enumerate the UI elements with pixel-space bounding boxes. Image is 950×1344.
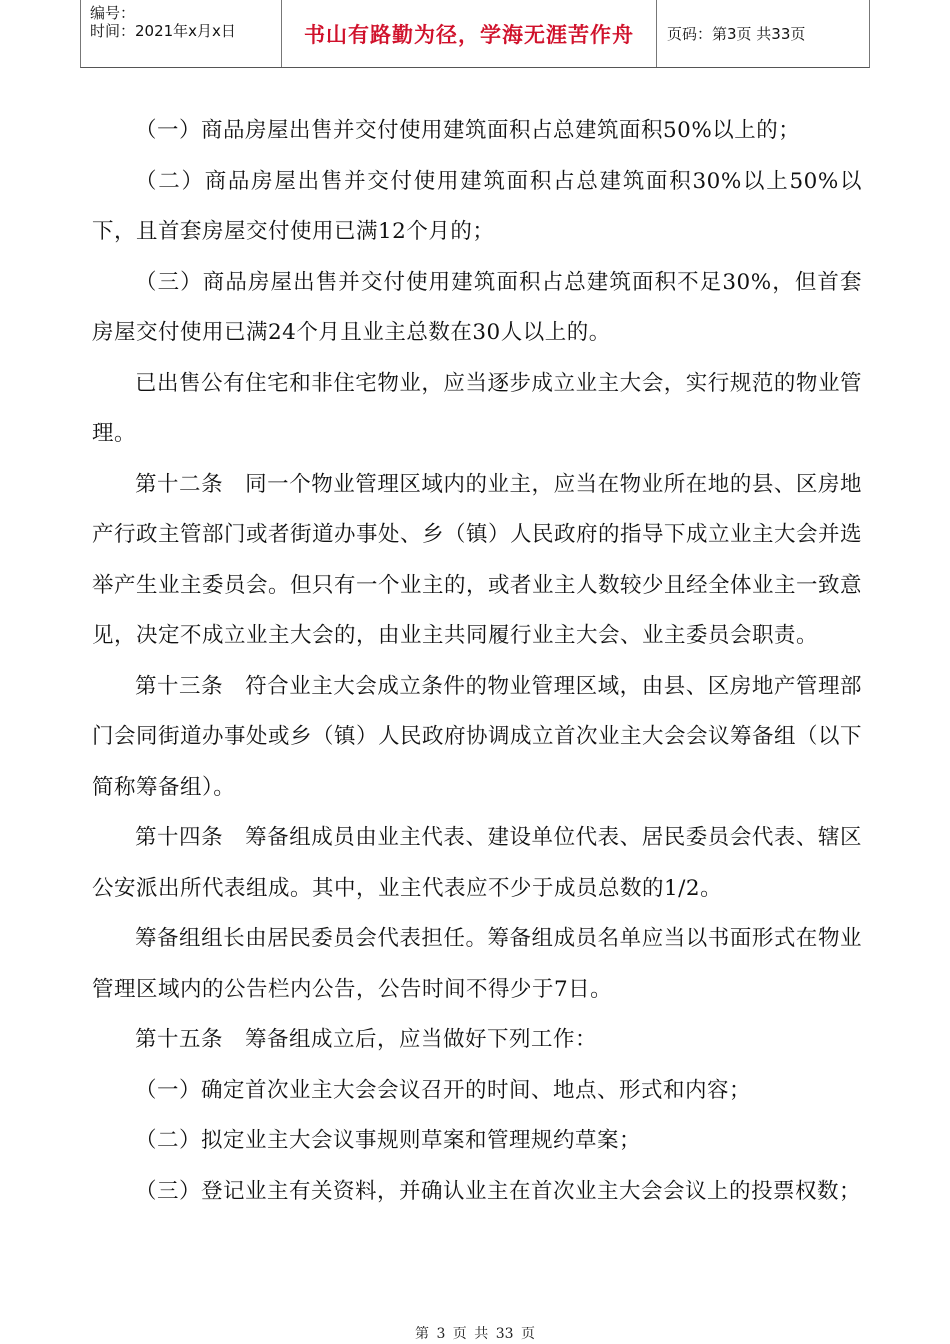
article-15: 第十五条 筹备组成立后，应当做好下列工作：: [135, 1027, 598, 1052]
paragraph: （三）商品房屋出售并交付使用建筑面积占总建筑面积不足30%，但首套房屋交付使用已满24个月且业主总数在30人以上的。: [92, 269, 862, 345]
paragraph: （二）商品房屋出售并交付使用建筑面积占总建筑面积30%以上50%以下，且首套房屋交付使用已满12个月的；: [92, 168, 862, 244]
article-14: 第十四条 筹备组成员由业主代表、建设单位代表、居民委员会代表、辖区公安派出所代表组成。其中，业主代表应不少于成员总数的1/2。: [92, 825, 862, 901]
document-date: 时间：2021年x月x日: [90, 22, 236, 40]
page-header: [80, 0, 870, 68]
document-body: [92, 106, 862, 1217]
paragraph: 已出售公有住宅和非住宅物业，应当逐步成立业主大会，实行规范的物业管理。: [92, 370, 862, 446]
paragraph: （一）商品房屋出售并交付使用建筑面积占总建筑面积50%以上的；: [135, 118, 801, 143]
list-item: （三）登记业主有关资料，并确认业主在首次业主大会会议上的投票权数；: [135, 1178, 862, 1204]
article-12: 第十二条 同一个物业管理区域内的业主，应当在物业所在地的县、区房地产行政主管部门或者街道办事处、乡（镇）人民政府的指导下成立业主大会并选举产生业主委员会。但只有一个业主的，或者业主人数较少且经全体业主一致意见，决定不成立业主大会的，由业主共同履行业主大会、业主委员会职责。: [92, 471, 863, 648]
list-item: （二）拟定业主大会议事规则草案和管理规约草案；: [135, 1128, 642, 1153]
document-number-label: 编号：: [90, 4, 136, 22]
list-item: （一）确定首次业主大会会议召开的时间、地点、形式和内容；: [135, 1077, 752, 1103]
header-page-info: 页码：第3页 共33页: [667, 25, 806, 43]
paragraph: 筹备组组长由居民委员会代表担任。筹备组成员名单应当以书面形式在物业管理区域内的公告栏内公告，公告时间不得少于7日。: [92, 926, 862, 1002]
article-13: 第十三条 符合业主大会成立条件的物业管理区域，由县、区房地产管理部门会同街道办事处或乡（镇）人民政府协调成立首次业主大会会议筹备组（以下简称筹备组）。: [92, 673, 863, 800]
header-motto: 书山有路勤为径，学海无涯苦作舟: [282, 0, 657, 67]
header-meta: [81, 0, 282, 67]
page-footer: 第 3 页 共 33 页: [415, 1326, 535, 1342]
